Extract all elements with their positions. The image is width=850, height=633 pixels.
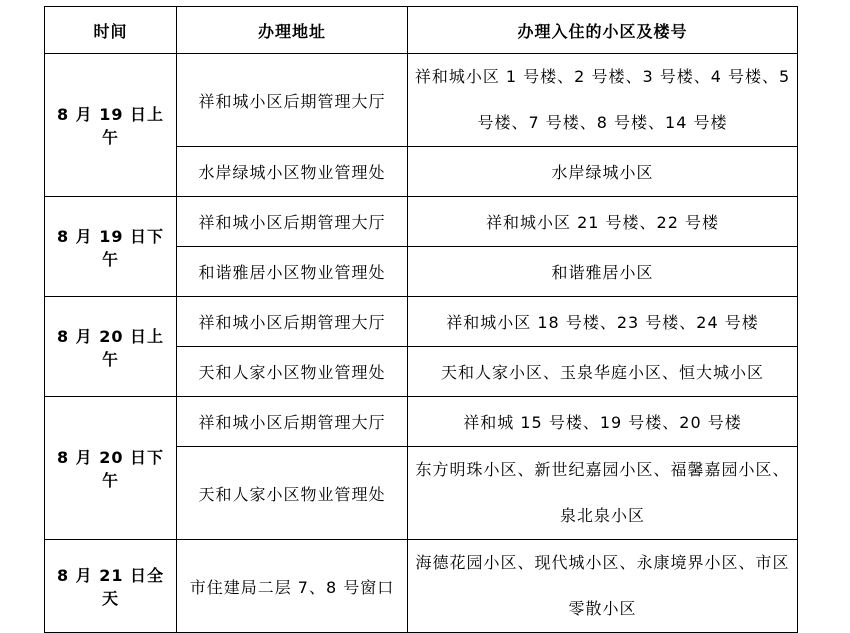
schedule-table bbox=[44, 6, 798, 633]
residences-cell: 海德花园小区、现代城小区、永康境界小区、市区零散小区 bbox=[408, 540, 798, 633]
time-cell: 8 月 19 日上午 bbox=[45, 54, 177, 197]
address-cell: 市住建局二层 7、8 号窗口 bbox=[177, 540, 408, 633]
residences-cell: 祥和城小区 21 号楼、22 号楼 bbox=[408, 197, 798, 247]
residences-cell: 祥和城 15 号楼、19 号楼、20 号楼 bbox=[408, 397, 798, 447]
address-cell: 祥和城小区后期管理大厅 bbox=[177, 397, 408, 447]
address-cell: 祥和城小区后期管理大厅 bbox=[177, 197, 408, 247]
address-cell: 水岸绿城小区物业管理处 bbox=[177, 147, 408, 197]
residences-cell: 祥和城小区 1 号楼、2 号楼、3 号楼、4 号楼、5 号楼、7 号楼、8 号楼、14 号楼 bbox=[408, 54, 798, 147]
residences-cell: 和谐雅居小区 bbox=[408, 247, 798, 297]
header-row bbox=[45, 7, 798, 54]
header-residences: 办理入住的小区及楼号 bbox=[408, 7, 798, 54]
residences-cell: 祥和城小区 18 号楼、23 号楼、24 号楼 bbox=[408, 297, 798, 347]
table-row bbox=[45, 197, 798, 247]
address-cell: 和谐雅居小区物业管理处 bbox=[177, 247, 408, 297]
address-cell: 祥和城小区后期管理大厅 bbox=[177, 297, 408, 347]
residences-cell: 东方明珠小区、新世纪嘉园小区、福馨嘉园小区、泉北泉小区 bbox=[408, 447, 798, 540]
header-address: 办理地址 bbox=[177, 7, 408, 54]
address-cell: 祥和城小区后期管理大厅 bbox=[177, 54, 408, 147]
table-row bbox=[45, 54, 798, 147]
header-time: 时间 bbox=[45, 7, 177, 54]
address-cell: 天和人家小区物业管理处 bbox=[177, 347, 408, 397]
time-cell: 8 月 20 日下午 bbox=[45, 397, 177, 540]
residences-cell: 天和人家小区、玉泉华庭小区、恒大城小区 bbox=[408, 347, 798, 397]
table-row bbox=[45, 397, 798, 447]
address-cell: 天和人家小区物业管理处 bbox=[177, 447, 408, 540]
time-cell: 8 月 20 日上午 bbox=[45, 297, 177, 397]
residences-cell: 水岸绿城小区 bbox=[408, 147, 798, 197]
time-cell: 8 月 21 日全天 bbox=[45, 540, 177, 633]
table-row bbox=[45, 297, 798, 347]
time-cell: 8 月 19 日下午 bbox=[45, 197, 177, 297]
table-row bbox=[45, 540, 798, 633]
